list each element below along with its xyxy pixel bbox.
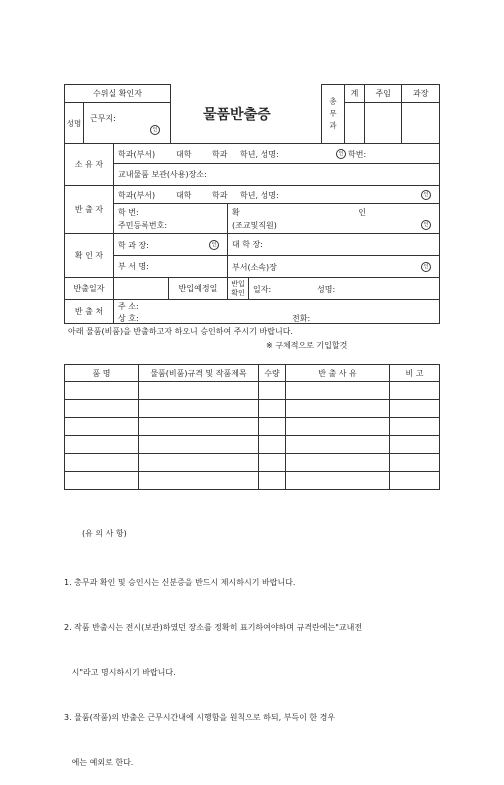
- return-date-label: 반입예정일: [169, 278, 228, 300]
- out-date-label: 반출일자: [65, 278, 114, 300]
- student-id-label: 학 번:: [118, 208, 139, 217]
- confirmer-label: 확 인 자: [65, 234, 114, 278]
- table-row[interactable]: [65, 454, 440, 472]
- resident-no-label: 주민등록번호:: [118, 221, 168, 230]
- table-row[interactable]: [65, 472, 440, 490]
- seal-icon: 인: [421, 262, 431, 272]
- page-title: 물품반출증: [203, 107, 271, 123]
- guard-confirm-label: 수위실 확인자: [65, 85, 171, 103]
- seal-icon: 인: [209, 240, 219, 250]
- table-row[interactable]: [65, 418, 440, 436]
- seal-icon: 인: [421, 220, 431, 230]
- out-date-field[interactable]: [114, 278, 169, 300]
- list-item: 1. 총무과 확인 및 승인시는 신분증을 반드시 제시하시기 바랍니다.: [64, 578, 296, 587]
- owner-storage-field[interactable]: 교내물품 보관(사용)장소:: [114, 164, 440, 186]
- approval-cell-3[interactable]: [402, 103, 440, 144]
- owner-label: 소 유 자: [65, 144, 114, 186]
- approval-cell-1[interactable]: [345, 103, 365, 144]
- approval-box: [321, 84, 440, 144]
- notes-title: (유 의 사 항): [82, 529, 127, 538]
- info-table: 소 유 자 학과(부서) 대학 학과 학년, 성명: 인 학번: 교내물품 보관(사용)장소: 반 출 자 학과(부서) 대학 학과 학년, 성명: 인 학 번: 주민등록번호: 확 인 (조교및직원) 인 확 인 자 학 과 장: 인 대 학 장: 부 서 명: 부서(소속)장 인 반출일자 반입예정일 반입확인 일자: 성명: 반 출 처 주 소: 상 호: 전화:: [64, 143, 440, 324]
- approval-cell-2[interactable]: [364, 103, 402, 144]
- table-row[interactable]: [65, 400, 440, 418]
- confirm-label: 확 인: [232, 208, 366, 217]
- note-text: ※ 구체적으로 기입할것: [266, 341, 348, 350]
- seal-icon: 인: [336, 149, 346, 159]
- approval-col-2: 주임: [364, 85, 402, 103]
- workplace-label: 근무지:: [90, 114, 116, 123]
- list-item: 에는 예외로 한다.: [64, 758, 134, 767]
- seal-icon: 인: [421, 190, 431, 200]
- return-confirm-label: 반입확인: [228, 278, 249, 300]
- carrier-label: 반 출 자: [65, 186, 114, 234]
- list-item: 2. 작품 반출시는 전시(보관)하였던 장소를 정확히 표기하여야하며 규격란에는"교내전: [64, 623, 363, 632]
- seal-icon: 인: [150, 125, 160, 135]
- notes-list: [64, 545, 362, 785]
- items-table: 품 명 물품(비품)규격 및 작품제목 수량 반 출 사 유 비 고: [64, 364, 440, 490]
- general-affairs-label: 총무과: [322, 85, 345, 144]
- destination-label: 반 출 처: [65, 300, 114, 324]
- guard-confirm-box: [64, 84, 171, 144]
- list-item: 시"라고 명시하시기 바랍니다.: [64, 668, 176, 677]
- approval-col-3: 과장: [402, 85, 440, 103]
- table-row[interactable]: [65, 382, 440, 400]
- request-text: 아래 물품(비품)을 반출하고자 하오니 승인하여 주시기 바랍니다.: [68, 327, 293, 336]
- list-item: 3. 물품(작품)의 반출은 근무시간내에 시행함을 원칙으로 하되, 부득이 한 경우: [64, 713, 336, 722]
- approval-col-1: 계: [345, 85, 365, 103]
- table-row[interactable]: [65, 436, 440, 454]
- name-label: 성명: [65, 103, 84, 144]
